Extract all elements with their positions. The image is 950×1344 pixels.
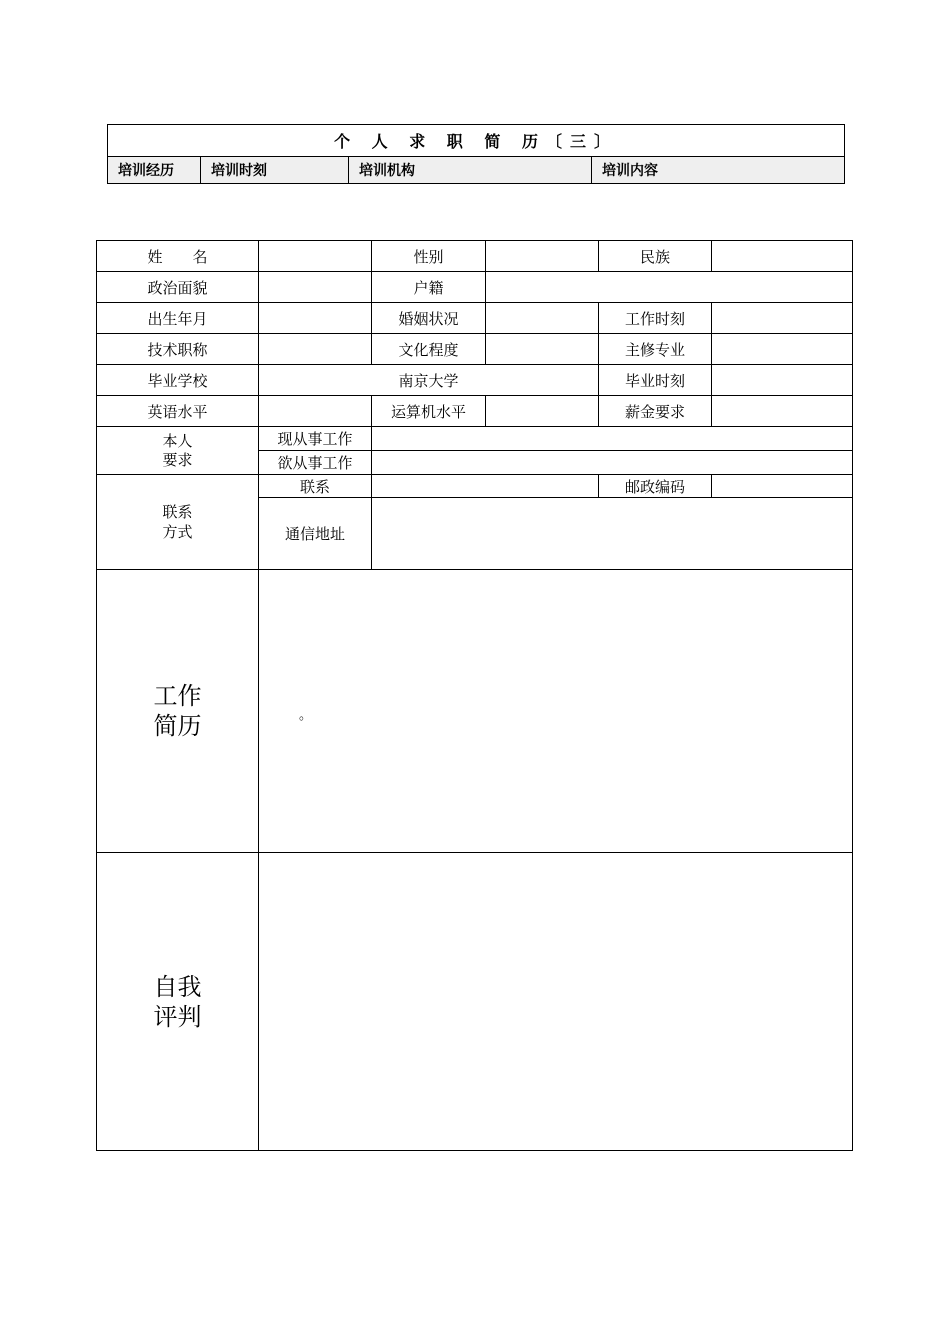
training-table: [107, 124, 845, 184]
phone-field[interactable]: [372, 475, 599, 498]
current-job-field[interactable]: [372, 427, 853, 451]
work-time-label: 工作时刻: [599, 303, 712, 334]
header-training-history: 培训经历: [108, 157, 201, 184]
address-label: 通信地址: [259, 498, 372, 570]
salary-field[interactable]: [712, 396, 853, 427]
requirements-label: [97, 427, 259, 475]
work-history-field[interactable]: [259, 570, 853, 853]
resume-title: 个 人 求 职 简 历〔三〕: [108, 125, 845, 157]
hukou-label: 户籍: [372, 272, 486, 303]
header-training-institution: 培训机构: [349, 157, 592, 184]
gender-label: 性别: [372, 241, 486, 272]
phone-label: 联系: [259, 475, 372, 498]
requirements-label-line2: 要求: [162, 450, 193, 469]
address-field[interactable]: [372, 498, 853, 570]
self-evaluation-label-line1: 自我: [153, 972, 202, 1001]
desired-job-label: 欲从事工作: [259, 451, 372, 475]
ethnicity-field[interactable]: [712, 241, 853, 272]
self-evaluation-field[interactable]: [259, 853, 853, 1151]
english-label: 英语水平: [97, 396, 259, 427]
self-evaluation-label-line2: 评判: [153, 1002, 202, 1031]
name-field[interactable]: [259, 241, 372, 272]
grad-time-label: 毕业时刻: [599, 365, 712, 396]
political-label: 政治面貌: [97, 272, 259, 303]
birth-field[interactable]: [259, 303, 372, 334]
contact-label: [97, 475, 259, 570]
marital-label: 婚姻状况: [372, 303, 486, 334]
postcode-field[interactable]: [712, 475, 853, 498]
work-time-field[interactable]: [712, 303, 853, 334]
header-training-content: 培训内容: [592, 157, 845, 184]
desired-job-field[interactable]: [372, 451, 853, 475]
postcode-label: 邮政编码: [599, 475, 712, 498]
education-label: 文化程度: [372, 334, 486, 365]
birth-label: 出生年月: [97, 303, 259, 334]
english-field[interactable]: [259, 396, 372, 427]
education-field[interactable]: [486, 334, 599, 365]
contact-label-line1: 联系: [162, 503, 193, 521]
personal-info-form: [96, 240, 853, 1151]
political-field[interactable]: [259, 272, 372, 303]
major-label: 主修专业: [599, 334, 712, 365]
header-training-time: 培训时刻: [201, 157, 349, 184]
current-job-label: 现从事工作: [259, 427, 372, 451]
title-field[interactable]: [259, 334, 372, 365]
grad-time-field[interactable]: [712, 365, 853, 396]
work-history-label: [97, 570, 259, 853]
title-label: 技术职称: [97, 334, 259, 365]
school-label: 毕业学校: [97, 365, 259, 396]
gender-field[interactable]: [486, 241, 599, 272]
computer-label: 运算机水平: [372, 396, 486, 427]
work-history-label-line2: 简历: [153, 712, 202, 740]
computer-field[interactable]: [486, 396, 599, 427]
hukou-field[interactable]: [486, 272, 853, 303]
school-field[interactable]: 南京大学: [259, 365, 599, 396]
salary-label: 薪金要求: [599, 396, 712, 427]
ethnicity-label: 民族: [599, 241, 712, 272]
requirements-label-line1: 本人: [162, 431, 193, 450]
work-history-label-line1: 工作: [153, 682, 202, 710]
major-field[interactable]: [712, 334, 853, 365]
self-evaluation-label: [97, 853, 259, 1151]
work-history-value: 。: [299, 707, 313, 723]
name-label: 姓 名: [97, 241, 259, 272]
contact-label-line2: 方式: [162, 523, 193, 541]
marital-field[interactable]: [486, 303, 599, 334]
